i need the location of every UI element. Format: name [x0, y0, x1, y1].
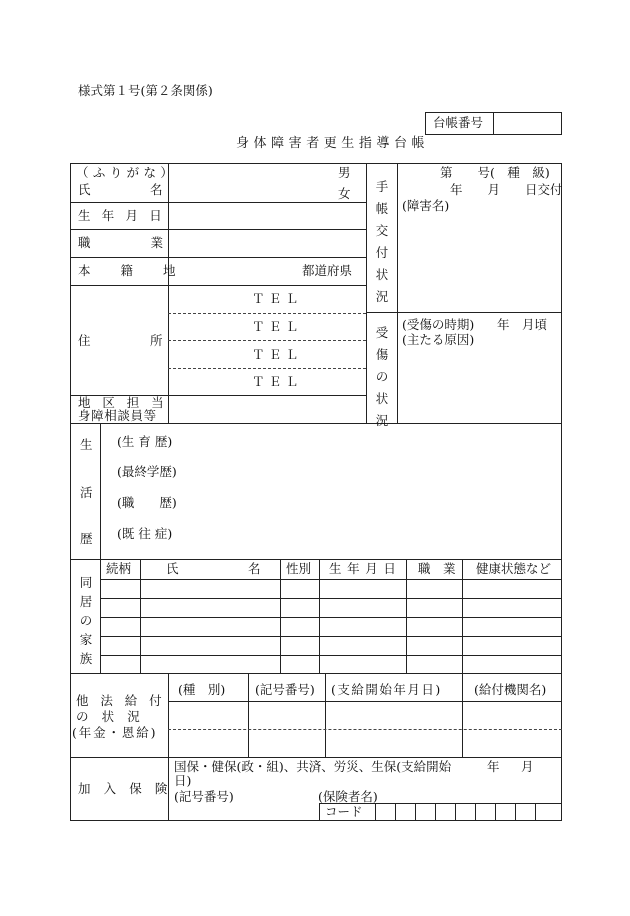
family-col-sex: 性別: [286, 561, 312, 576]
district-officer-label: 地区担当: [78, 395, 176, 410]
insurance-start-month: 月: [521, 759, 534, 774]
domicile-prefecture-suffix: 都道府県: [302, 263, 353, 278]
address-label-1: 住: [78, 333, 91, 348]
family-col-relation: 続柄: [106, 561, 132, 576]
other-benefits-label-3: (年金・恩給): [72, 725, 158, 740]
family-label: 同居の家族: [79, 575, 93, 666]
form-number-label: 様式第１号(第２条関係): [78, 83, 213, 98]
page-title: 身体障害者更生指導台帳: [236, 136, 430, 151]
injury-time-label: (受傷の時期): [402, 317, 475, 332]
injury-time-suffix: 年 月頃: [497, 317, 548, 332]
sex-female[interactable]: 女: [338, 186, 351, 201]
family-col-name-1: 氏: [166, 561, 179, 576]
disability-name-label: (障害名): [402, 198, 450, 213]
address-label-2: 所: [150, 333, 163, 348]
benefit-col-agency: (給付機関名): [474, 682, 547, 697]
insurer-name-label: (保険者名): [318, 789, 378, 804]
family-col-health: 健康状態など: [476, 561, 552, 576]
work-history-label: (職 歴): [117, 495, 177, 510]
insurance-start-day: 日): [174, 773, 192, 788]
medical-history-label: (既 往 症): [117, 526, 173, 541]
name-label-1: 氏: [78, 182, 91, 197]
name-label-2: 名: [150, 182, 163, 197]
birth-date-label: 生年月日: [78, 208, 174, 223]
handbook-issue-date: 年 月 日交付: [450, 182, 563, 197]
education-label: (最終学歴): [117, 464, 177, 479]
insurance-code-label: コード: [325, 804, 363, 819]
furigana-label: （ふりがな）: [76, 165, 178, 180]
injury-cause-label: (主たる原因): [402, 332, 475, 347]
insurance-start-year: 年: [487, 759, 500, 774]
insurance-label: 加入保険: [78, 781, 181, 796]
benefit-col-type: (種 別): [178, 682, 226, 697]
benefit-col-start-date: (支給開始年月日): [331, 682, 442, 697]
other-benefits-label-2: の状況: [76, 709, 153, 724]
ledger-number-label: 台帳番号: [433, 115, 484, 130]
family-col-birth: 生年月日: [329, 561, 402, 576]
occupation-label: 職 業: [78, 235, 187, 250]
family-col-name-2: 名: [248, 561, 261, 576]
domicile-label: 本籍地: [78, 263, 206, 278]
handbook-number-line: 第 号( 種 級): [440, 165, 550, 180]
handbook-status-label: 手帳交付状況: [375, 179, 389, 304]
sex-male[interactable]: 男: [338, 165, 351, 180]
insurance-types-line: 国保・健保(政・組)、共済、労災、生保(支給開始: [174, 759, 452, 774]
counselor-label: 身障相談員等: [78, 408, 157, 423]
tel-label-4: ＴＥＬ: [252, 374, 303, 389]
tel-label-3: ＴＥＬ: [252, 347, 303, 362]
life-history-char-1: 生: [80, 437, 93, 452]
injury-status-label: 受傷の状況: [375, 325, 389, 428]
tel-label-1: ＴＥＬ: [252, 291, 303, 306]
benefit-col-symbol: (記号番号): [255, 682, 315, 697]
family-col-job: 職 業: [418, 561, 456, 576]
life-history-char-3: 歴: [80, 531, 93, 546]
other-benefits-label-1: 他法給付: [76, 693, 174, 708]
life-history-char-2: 活: [80, 485, 93, 500]
insurance-symbol-number: (記号番号): [174, 789, 234, 804]
tel-label-2: ＴＥＬ: [252, 319, 303, 334]
upbringing-label: (生 育 歴): [117, 434, 173, 449]
